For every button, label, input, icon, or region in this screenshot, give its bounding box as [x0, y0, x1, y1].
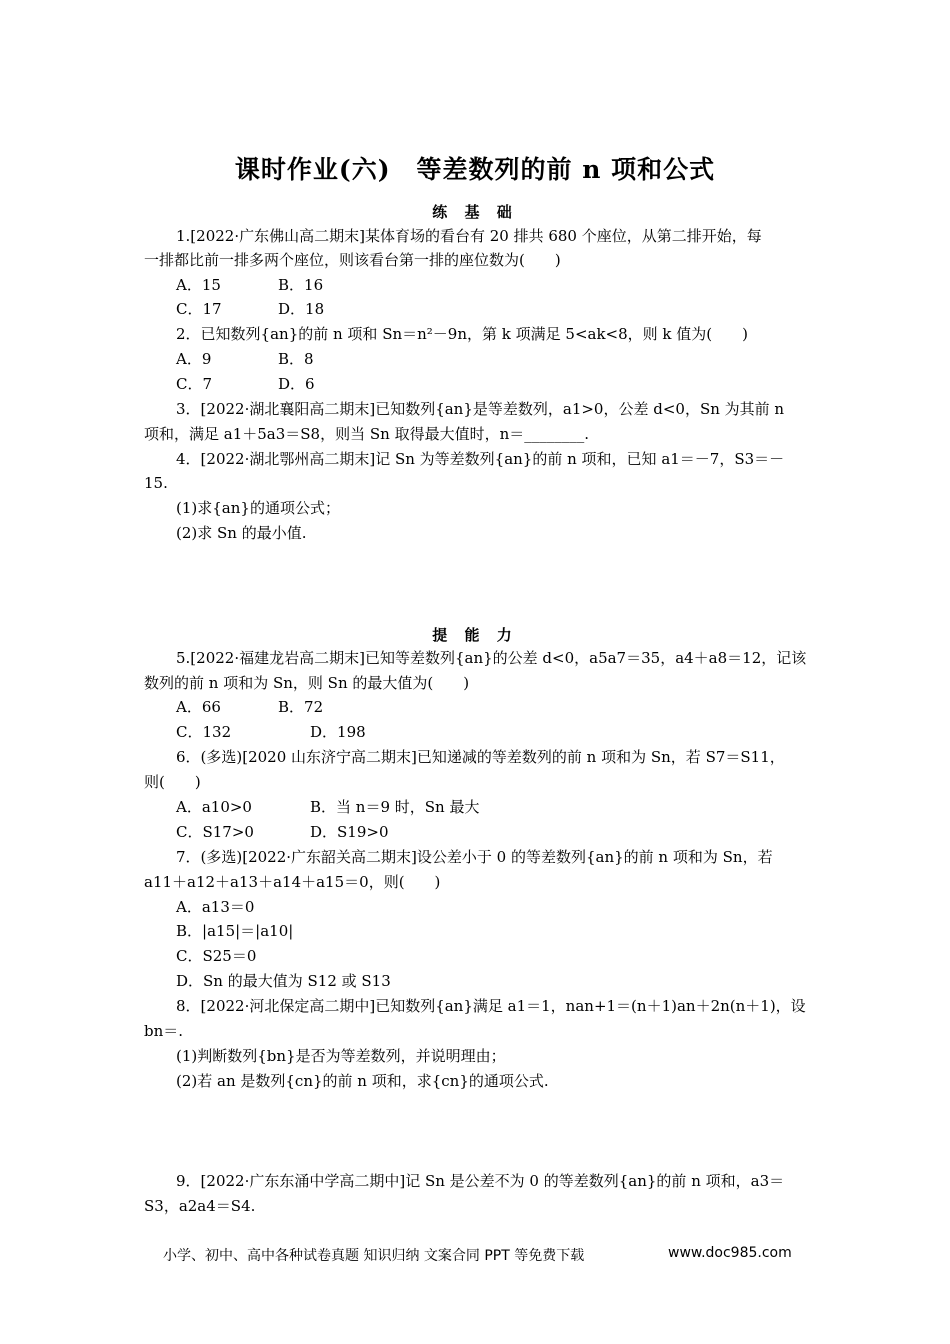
q6-option-c: C．S17>0 [176, 823, 254, 841]
q1-options-cd [176, 298, 325, 320]
q7-line2: a11＋a12＋a13＋a14＋a15＝0，则( ) [144, 873, 441, 891]
q6-options-cd [176, 821, 389, 843]
q8-sub1: (1)判断数列{bn}是否为等差数列，并说明理由； [176, 1047, 506, 1065]
footer-url-link[interactable]: www.doc985.com [668, 1245, 792, 1261]
footer-text: 小学、初中、高中各种试卷真题 知识归纳 文案合同 PPT 等免费下载 [163, 1248, 585, 1264]
q7-option-a: A．a13＝0 [176, 898, 255, 916]
q7-option-d: D．Sn 的最大值为 S12 或 S13 [176, 972, 391, 990]
q7-option-b: B．|a15|＝|a10| [176, 922, 294, 940]
section-heading-basic: 练 基 础 [432, 203, 518, 221]
q2-option-a: A．9 [176, 350, 212, 368]
q7-line1: 7．(多选)[2022·广东韶关高二期末]设公差小于 0 的等差数列{an}的前 n 项和为 Sn，若 [176, 848, 773, 866]
q2-options-ab [176, 348, 314, 370]
q8-sub2: (2)若 an 是数列{cn}的前 n 项和，求{cn}的通项公式. [176, 1072, 549, 1090]
q5-line2: 数列的前 n 项和为 Sn，则 Sn 的最大值为( ) [144, 674, 470, 692]
q7-option-c: C．S25＝0 [176, 947, 257, 965]
q2-options-cd [176, 373, 315, 395]
q1-line1: 1.[2022·广东佛山高二期末]某体育场的看台有 20 排共 680 个座位，从第二排开始，每 [176, 227, 762, 245]
q9-line2: S3，a2a4＝S4. [144, 1197, 256, 1215]
q4-line2: 15. [144, 474, 168, 492]
q1-option-a: A．15 [176, 276, 221, 294]
section-heading-advanced: 提 能 力 [432, 626, 518, 644]
q3-line1: 3．[2022·湖北襄阳高二期末]已知数列{an}是等差数列，a1>0，公差 d<0，Sn 为其前 n [176, 400, 785, 418]
q5-option-d: D．198 [310, 723, 366, 741]
q2-option-b: B．8 [278, 350, 314, 368]
q5-options-ab [176, 696, 324, 718]
q5-option-c: C．132 [176, 723, 232, 741]
q4-sub1: (1)求{an}的通项公式； [176, 499, 340, 517]
q8-line2: bn＝. [144, 1022, 184, 1040]
q6-line2: 则( ) [144, 773, 201, 791]
q6-option-a: A．a10>0 [176, 798, 252, 816]
q6-options-ab [176, 796, 480, 818]
q1-line2: 一排都比前一排多两个座位，则该看台第一排的座位数为( ) [144, 251, 561, 269]
q5-option-a: A．66 [176, 698, 221, 716]
q4-sub2: (2)求 Sn 的最小值. [176, 524, 307, 542]
q2-line1: 2．已知数列{an}的前 n 项和 Sn＝n²－9n，第 k 项满足 5<ak<8，则 k 值为( ) [176, 325, 748, 343]
q2-option-d: D．6 [278, 375, 315, 393]
q5-option-b: B．72 [278, 698, 324, 716]
q4-line1: 4．[2022·湖北鄂州高二期末]记 Sn 为等差数列{an}的前 n 项和，已知 a1＝－7，S3＝－ [176, 450, 785, 468]
q8-line1: 8．[2022·河北保定高二期中]已知数列{an}满足 a1＝1，nan+1＝(n＋1)an＋2n(n＋1)，设 [176, 997, 806, 1015]
q1-option-d: D．18 [278, 300, 325, 318]
q1-options-ab [176, 274, 324, 296]
q6-line1: 6．(多选)[2020 山东济宁高二期末]已知递减的等差数列的前 n 项和为 Sn，若 S7＝S11， [176, 748, 785, 766]
q1-option-c: C．17 [176, 300, 222, 318]
q1-option-b: B．16 [278, 276, 324, 294]
q3-line2: 项和，满足 a1＋5a3＝S8，则当 Sn 取得最大值时，n＝________. [144, 425, 590, 443]
q5-line1: 5.[2022·福建龙岩高二期末]已知等差数列{an}的公差 d<0，a5a7＝35，a4＋a8＝12，记该 [176, 649, 807, 667]
page-title: 课时作业(六) 等差数列的前 n 项和公式 [234, 155, 716, 184]
q6-option-b: B．当 n＝9 时，Sn 最大 [310, 798, 480, 816]
q5-options-cd [176, 721, 366, 743]
q6-option-d: D．S19>0 [310, 823, 389, 841]
q9-line1: 9．[2022·广东东涌中学高二期中]记 Sn 是公差不为 0 的等差数列{an}的前 n 项和，a3＝ [176, 1172, 785, 1190]
q2-option-c: C．7 [176, 375, 213, 393]
